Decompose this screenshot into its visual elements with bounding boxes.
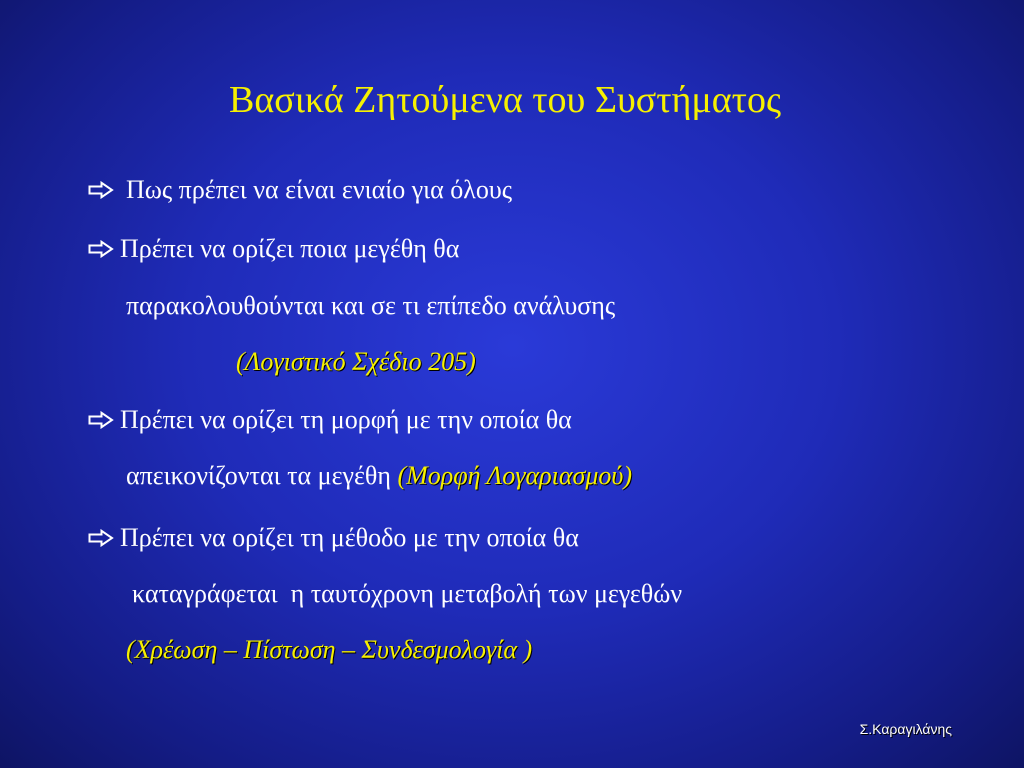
bullet-3-highlight: (Μορφή Λογαριασμού) xyxy=(397,461,632,490)
author-footer: Σ.Καραγιλάνης xyxy=(859,721,952,737)
bullet-2 xyxy=(88,233,459,265)
right-arrow-icon xyxy=(88,529,114,547)
bullet-2-line-2: παρακολουθούνται και σε τι επίπεδο ανάλυσης xyxy=(126,291,616,320)
bullet-1-text: Πως πρέπει να είναι ενιαίο για όλους xyxy=(126,175,513,204)
bullet-3 xyxy=(88,404,572,436)
right-arrow-icon xyxy=(88,181,114,199)
bullet-3-line-2-row xyxy=(126,460,632,492)
right-arrow-icon xyxy=(88,240,114,258)
bullet-3-line-2: απεικονίζονται τα μεγέθη xyxy=(126,461,391,490)
right-arrow-icon xyxy=(88,411,114,429)
bullet-4-line-1: Πρέπει να ορίζει τη μέθοδο με την οποία θα xyxy=(120,523,579,552)
bullet-3-line-1: Πρέπει να ορίζει τη μορφή με την οποία θα xyxy=(120,405,572,434)
bullet-2-highlight: (Λογιστικό Σχέδιο 205) xyxy=(236,347,476,376)
slide-title: Βασικά Ζητούμενα του Συστήματος xyxy=(228,79,782,121)
bullet-1 xyxy=(88,174,512,206)
bullet-4 xyxy=(88,522,579,554)
bullet-4-line-2: καταγράφεται η ταυτόχρονη μεταβολή των μεγεθών xyxy=(132,579,683,608)
bullet-4-highlight: (Χρέωση – Πίστωση – Συνδεσμολογία ) xyxy=(126,635,533,664)
bullet-2-line-1: Πρέπει να ορίζει ποια μεγέθη θα xyxy=(120,234,460,263)
